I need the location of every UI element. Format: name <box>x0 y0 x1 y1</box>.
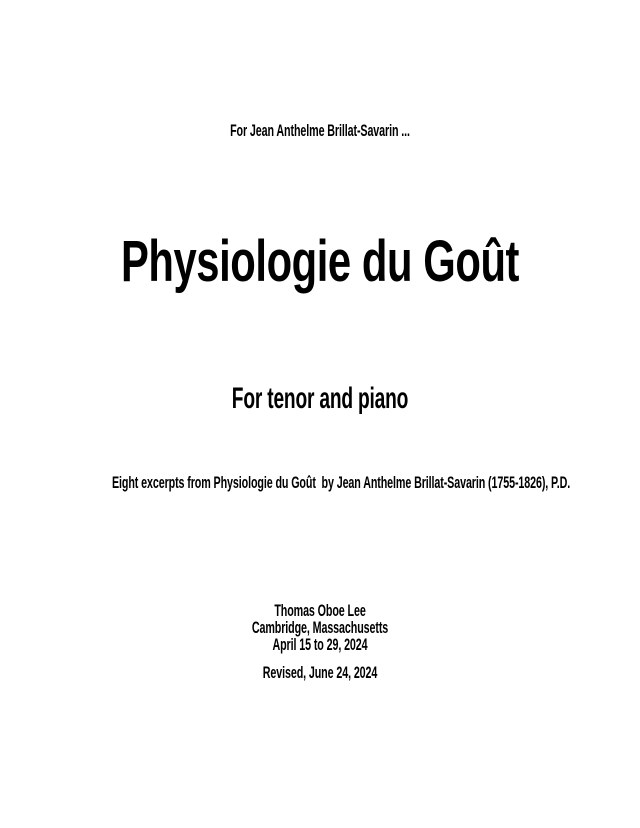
composition-date-range: April 15 to 29, 2024 <box>272 636 368 654</box>
revision-date: Revised, June 24, 2024 <box>262 664 378 682</box>
page-title: Physiologie du Goût <box>120 229 520 294</box>
composer-name: Thomas Oboe Lee <box>274 602 366 620</box>
subtitle-text: For tenor and piano <box>231 382 409 415</box>
composer-location: Cambridge, Massachusetts <box>251 619 389 637</box>
dedication-text: For Jean Anthelme Brillat-Savarin ... <box>230 122 410 140</box>
description-text: Eight excerpts from Physiologie du Goût by Jean Anthelme Brillat-Savarin (1755-1826), P.D. <box>112 474 571 492</box>
credit-block <box>0 603 640 654</box>
